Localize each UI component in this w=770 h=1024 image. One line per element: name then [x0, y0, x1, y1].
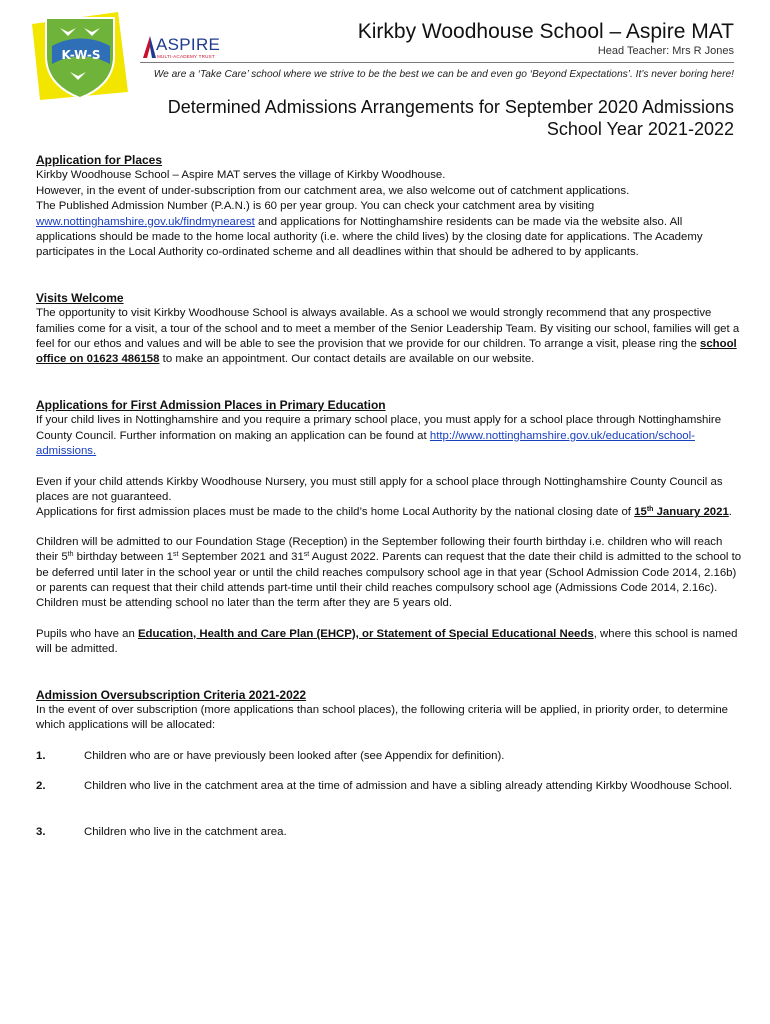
- paragraph: If your child lives in Nottinghamshire and you require a primary school place, you must apply for a school place through Nottinghamshire County Council. Further information on making an application can be found at http://www.nottinghamshire.gov.uk/education/school-admissions.: [36, 414, 722, 458]
- ehcp-text: Education, Health and Care Plan (EHCP), or Statement of Special Educational Needs: [137, 627, 594, 640]
- paragraph: Children will be admitted to our Foundation Stage (Reception) in the September following their fourth birthday i.e. children who will reach their 5th birthday between 1st September 2021 and 31st August 2022. Parents can request that the date their child is admitted to the school to be deferred until later in the school year or until the child reaches compulsory school age in that year (School Admission Code 2014, 2.16b) or parents can request that their child attends part-time until their child reaches compulsory school age (Admissions Code 2014, 2.16c). Children must be attending school no later than the term after they are 5 years old.: [36, 535, 742, 610]
- aspire-logo: [143, 36, 228, 62]
- document-body: [36, 153, 742, 840]
- header-divider: [140, 62, 734, 63]
- paragraph: Kirkby Woodhouse School – Aspire MAT serves the village of Kirkby Woodhouse.: [36, 169, 446, 182]
- aspire-subtitle: MULTI-ACADEMY TRUST: [157, 54, 215, 59]
- paragraph: Applications for first admission places must be made to the child’s home Local Authority by the national closing date of 15th January 2021.: [36, 506, 732, 519]
- list-item: 2. Children who live in the catchment area at the time of admission and have a sibling already attending Kirkby Woodhouse School.: [36, 780, 733, 793]
- section-visits-welcome: [36, 291, 742, 368]
- head-teacher: Head Teacher: Mrs R Jones: [597, 45, 734, 57]
- school-name: Kirkby Woodhouse School – Aspire MAT: [357, 20, 734, 43]
- section-first-admission: [36, 398, 742, 658]
- title-line-1: Determined Admissions Arrangements for September 2020 Admissions: [167, 97, 734, 117]
- paragraph: In the event of over subscription (more applications than school places), the following criteria will be applied, in priority order, to determine which applications will be allocated:: [36, 703, 729, 732]
- list-item: 1. Children who are or have previously been looked after (see Appendix for definition).: [36, 749, 505, 762]
- document-title: [168, 96, 734, 140]
- paragraph: Even if your child attends Kirkby Woodhouse Nursery, you must still apply for a school place through Nottinghamshire County Council as places are not guaranteed.: [36, 475, 723, 503]
- title-line-2: School Year 2021-2022: [546, 119, 734, 139]
- aspire-wordmark: ASPIRE: [156, 35, 221, 54]
- findmynearest-link[interactable]: www.nottinghamshire.gov.uk/findmynearest: [36, 215, 255, 228]
- school-logo: [30, 10, 130, 102]
- section-application-for-places: [36, 153, 742, 261]
- list-item: 3. Children who live in the catchment area.: [36, 825, 287, 838]
- school-tagline: We are a ‘Take Care’ school where we strive to be the best we can be and even go ‘Beyond Expectations’. It’s never boring here!: [153, 69, 734, 80]
- school-office-phone: school office on 01623 486158: [36, 338, 737, 366]
- section-heading: Applications for First Admission Places in Primary Education: [36, 397, 386, 412]
- paragraph: The opportunity to visit Kirkby Woodhouse School is always available. As a school we would strongly recommend that any prospective families come for a visit, a tour of the school and to meet a member of the Senior Leadership Team. By visiting our school, families will get a feel for our ethos and values and will be able to see the provision that we provide for our children. To arrange a visit, please ring the school office on 01623 486158 to make an appointment. Our contact details are available on our website.: [36, 307, 740, 366]
- section-heading: Application for Places: [36, 153, 163, 167]
- school-admissions-link[interactable]: http://www.nottinghamshire.gov.uk/education/school-admissions.: [36, 429, 695, 458]
- section-heading: Visits Welcome: [36, 290, 124, 305]
- paragraph: The Published Admission Number (P.A.N.) is 60 per year group. You can check your catchment area by visiting www.nottinghamshire.gov.uk/findmynearest and applications for Nottinghamshire residents can be made via the website also. All applications should be made to the home local authority (i.e. where the child lives) by the closing date for applications. The Academy participates in the Local Authority co-ordinated scheme and all deadlines within that should be adhered to by applicants.: [36, 200, 703, 259]
- section-heading: Admission Oversubscription Criteria 2021-2022: [36, 687, 307, 702]
- closing-date: 15th January 2021: [634, 506, 729, 519]
- paragraph: Pupils who have an Education, Health and Care Plan (EHCP), or Statement of Special Educational Needs, where this school is named will be admitted.: [36, 627, 738, 656]
- svg-text:K-W-S: K-W-S: [61, 48, 101, 62]
- paragraph: However, in the event of under-subscription from our catchment area, we also welcome out of catchment applications.: [36, 184, 630, 197]
- section-oversubscription-criteria: [36, 688, 742, 840]
- criteria-list: [36, 749, 742, 840]
